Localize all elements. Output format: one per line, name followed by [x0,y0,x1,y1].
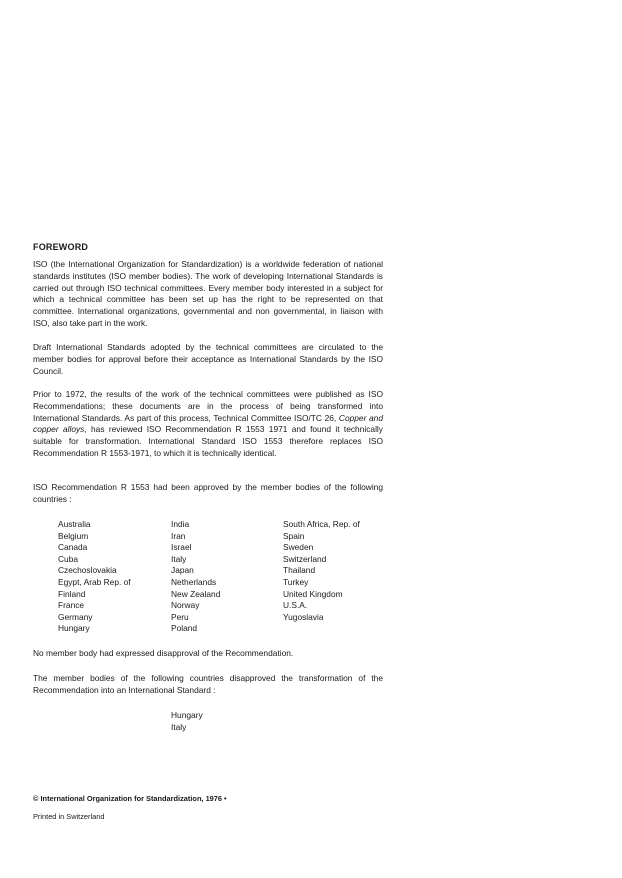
history-text-start: Prior to 1972, the results of the work of the technical committees were published as ISO Recommendations; these documents are in the process of being transformed into International Standards. As part of this process, Technical Committee ISO/TC 26, [33,389,383,423]
country-item: India [171,519,190,529]
country-item: Turkey [283,576,309,587]
history-text-end: , has reviewed ISO Recommendation R 1553 1971 and found it technically suitable for transformation. International Standard ISO 1553 therefore replaces ISO Recommendation R 1553-1971, to which it is technically identical. [33,424,383,458]
country-item: New Zealand [171,588,221,599]
country-item: Australia [58,519,91,529]
paragraph-no-disapproval: No member body had expressed disapproval of the Recommendation. [33,648,294,658]
country-item: Netherlands [171,576,217,587]
paragraph-history [33,389,383,460]
country-item: Poland [171,623,198,634]
country-item: Norway [171,600,200,611]
country-item: Cuba [58,553,79,564]
country-item: Spain [283,530,305,541]
committee-title: Copper and copper alloys [33,412,383,435]
country-item: Italy [171,721,187,732]
copyright-line: © International Organization for Standardization, 1976 • [33,794,227,803]
disapproving-country-list [171,710,203,733]
country-item: U.S.A. [283,600,308,611]
country-item: South Africa, Rep. of [283,519,360,529]
country-item: Hungary [58,623,90,634]
country-list-col3 [283,519,403,623]
foreword-heading: FOREWORD [33,242,89,252]
country-item: Canada [58,542,88,553]
country-item: Japan [171,565,194,576]
country-item: Iran [171,530,186,541]
country-item: Czechoslovakia [58,565,117,576]
country-item: Yugoslavia [283,611,324,622]
country-item: Switzerland [283,553,327,564]
paragraph-disapproval: The member bodies of the following countries disapproved the transformation of the Recommendation into an International Standard : [33,673,383,695]
country-item: Finland [58,588,86,599]
printed-in-line: Printed in Switzerland [33,812,105,821]
country-item: Thailand [283,565,316,576]
country-item: Hungary [171,710,203,720]
country-item: Belgium [58,530,89,541]
country-item: Israel [171,542,192,553]
paragraph-draft-standards: Draft International Standards adopted by the technical committees are circulated to the member bodies for approval before their acceptance as International Standards by the ISO Council. [33,342,383,376]
country-item: Egypt, Arab Rep. of [58,576,131,587]
country-item: United Kingdom [283,588,343,599]
country-list-col1 [58,519,178,635]
country-item: Germany [58,611,93,622]
country-item: Peru [171,611,189,622]
paragraph-iso-intro: ISO (the International Organization for Standardization) is a worldwide federation of national standards institutes (ISO member bodies). The work of developing International Standards is carried out through ISO technical committees. Every member body interested in a subject for which a technical committee has been set up has the right to be represented on that committee. International organizations, governmental and non governmental, in liaison with ISO, also take part in the work. [33,259,383,328]
country-item: Italy [171,553,187,564]
country-list-col2 [171,519,291,635]
country-item: Sweden [283,542,314,553]
country-item: France [58,600,85,611]
paragraph-approval: ISO Recommendation R 1553 had been approved by the member bodies of the following countries : [33,482,383,504]
